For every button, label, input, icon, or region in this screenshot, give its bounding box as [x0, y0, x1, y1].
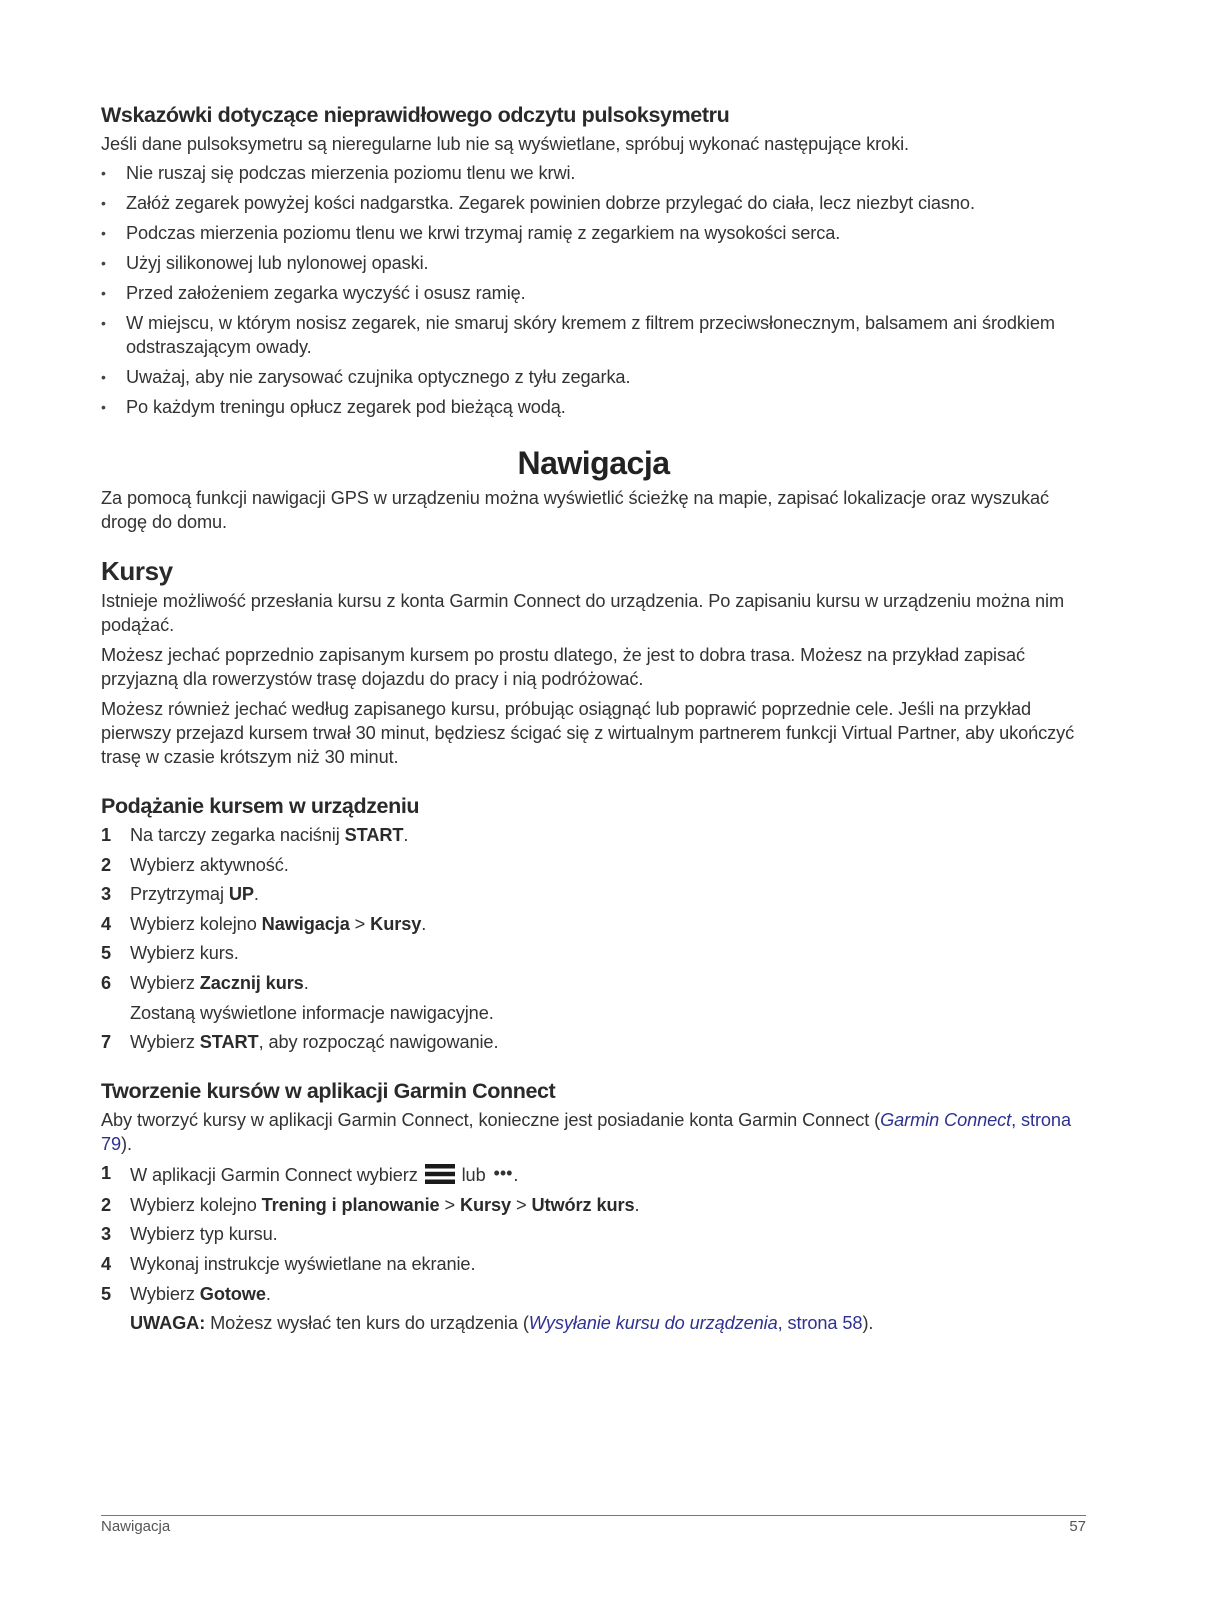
follow-course-heading: Podążanie kursem w urządzeniu [101, 794, 420, 818]
key-label: UP [228, 884, 254, 905]
list-item: • Użyj silikonowej lub nylonowej opaski. [101, 253, 429, 273]
step-number: 4 [101, 1253, 112, 1274]
bullet-icon: • [101, 399, 106, 415]
step-item: 3 Wybierz typ kursu. [101, 1224, 278, 1245]
step-number: 4 [101, 913, 112, 934]
more-dots-icon: ••• [493, 1163, 513, 1184]
chapter-title: Nawigacja [517, 445, 670, 481]
step-item: 6 Wybierz Zacznij kurs. [101, 972, 309, 993]
create-course-heading: Tworzenie kursów w aplikacji Garmin Connect [101, 1079, 556, 1104]
pulseox-tips-list [101, 161, 1086, 419]
step-item: 7 Wybierz START, aby rozpocząć nawigowanie. [101, 1032, 499, 1053]
document-page [101, 100, 1086, 1341]
courses-heading: Kursy [101, 556, 173, 586]
bullet-icon: • [101, 195, 106, 211]
step-result: Zostaną wyświetlone informacje nawigacyjne. [130, 1002, 494, 1023]
step-number: 5 [101, 1283, 112, 1304]
step-item: 1 Na tarczy zegarka naciśnij START. [101, 825, 409, 845]
list-item: • Przed założeniem zegarka wyczyść i osusz ramię. [101, 283, 526, 303]
list-item: • Po każdym treningu opłucz zegarek pod bieżącą wodą. [101, 397, 566, 417]
step-number: 2 [101, 1194, 112, 1215]
create-course-section [101, 1076, 1086, 1335]
step-number: 7 [101, 1032, 112, 1053]
bullet-icon: • [101, 369, 106, 385]
bullet-icon: • [101, 225, 106, 241]
create-course-intro: Aby tworzyć kursy w aplikacji Garmin Connect, konieczne jest posiadanie konta Garmin Connect (Garmin Connect, strona 79). [101, 1110, 1071, 1155]
step-number: 1 [101, 1163, 112, 1184]
menu-label: Zacznij kurs [199, 972, 304, 993]
menu-label: Gotowe [199, 1283, 266, 1304]
send-course-link[interactable]: Wysyłanie kursu do urządzenia, strona 58 [528, 1313, 863, 1334]
menu-label: Trening i planowanie [261, 1194, 440, 1215]
menu-icon [425, 1163, 455, 1185]
courses-section [101, 554, 1086, 769]
list-item: • Uważaj, aby nie zarysować czujnika optycznego z tyłu zegarka. [101, 367, 631, 387]
step-item: 2 Wybierz aktywność. [101, 854, 289, 875]
list-item: • W miejscu, w którym nosisz zegarek, nie smaruj skóry kremem z filtrem przeciwsłonecznym, balsamem ani środkiem odstraszającym owady. [101, 313, 1055, 357]
courses-paragraph: Istnieje możliwość przesłania kursu z konta Garmin Connect do urządzenia. Po zapisaniu kursu w urządzeniu można nim podążać. [101, 591, 1065, 635]
step-number: 3 [101, 1224, 112, 1245]
step-number: 2 [101, 854, 112, 875]
bullet-icon: • [101, 255, 106, 271]
note-label: UWAGA: [130, 1313, 206, 1334]
bullet-icon: • [101, 315, 106, 331]
step-item: 3 Przytrzymaj UP. [101, 884, 259, 905]
pulseox-section [101, 100, 1086, 419]
list-item: • Załóż zegarek powyżej kości nadgarstka. Zegarek powinien dobrze przylegać do ciała, lecz niezbyt ciasno. [101, 193, 975, 213]
follow-course-section [101, 791, 1086, 1054]
courses-paragraph: Możesz jechać poprzednio zapisanym kursem po prostu dlatego, że jest to dobra trasa. Możesz na przykład zapisać przyjazną dla rowerzystów trasę dojazdu do pracy i nią podróżować. [101, 645, 1026, 689]
follow-course-steps [101, 823, 1086, 1054]
step-number: 5 [101, 943, 112, 964]
navigation-section [101, 441, 1086, 534]
garmin-connect-link[interactable]: Garmin Connect, strona 79 [101, 1110, 1071, 1155]
list-item: • Nie ruszaj się podczas mierzenia poziomu tlenu we krwi. [101, 163, 576, 183]
step-item: 4 Wykonaj instrukcje wyświetlane na ekranie. [101, 1253, 476, 1274]
bullet-icon: • [101, 165, 106, 181]
step-number: 3 [101, 884, 112, 905]
key-label: START [199, 1032, 259, 1053]
step-item: 2 Wybierz kolejno Trening i planowanie > Kursy > Utwórz kurs. [101, 1194, 640, 1215]
pulseox-heading: Wskazówki dotyczące nieprawidłowego odczytu pulsoksymetru [101, 103, 730, 127]
list-item: • Podczas mierzenia poziomu tlenu we krwi trzymaj ramię z zegarkiem na wysokości serca. [101, 223, 841, 243]
step-number: 6 [101, 972, 112, 993]
step-number: 1 [101, 825, 112, 845]
page-footer [101, 1515, 1086, 1535]
step-item: 5 Wybierz Gotowe. [101, 1283, 271, 1304]
note: UWAGA: Możesz wysłać ten kurs do urządzenia (Wysyłanie kursu do urządzenia, strona 58). [130, 1313, 874, 1334]
key-label: START [344, 825, 404, 845]
menu-label: Kursy [460, 1194, 512, 1215]
step-item: 4 Wybierz kolejno Nawigacja > Kursy. [101, 913, 427, 934]
menu-label: Utwórz kurs [531, 1194, 635, 1215]
menu-label: Nawigacja [261, 913, 350, 934]
step-item: 5 Wybierz kurs. [101, 943, 239, 964]
courses-paragraph: Możesz również jechać według zapisanego kursu, próbując osiągnąć lub poprawić poprzednie cele. Jeśli na przykład pierwszy przejazd kursem trwał 30 minut, będziesz ścigać się z wirtualnym partnerem funkcji Virtual Partner, aby ukończyć trasę w czasie krótszym niż 30 minut. [101, 699, 1075, 767]
menu-label: Kursy [370, 913, 422, 934]
page-number: 57 [1069, 1518, 1086, 1535]
pulseox-intro: Jeśli dane pulsoksymetru są nieregularne lub nie są wyświetlane, spróbuj wykonać następujące kroki. [101, 134, 909, 154]
step-item: 1 W aplikacji Garmin Connect wybierz lub •••. [101, 1163, 519, 1186]
create-course-steps [101, 1161, 1086, 1335]
bullet-icon: • [101, 285, 106, 301]
navigation-intro: Za pomocą funkcji nawigacji GPS w urządzeniu można wyświetlić ścieżkę na mapie, zapisać lokalizacje oraz wyszukać drogę do domu. [101, 488, 1049, 532]
footer-section-name: Nawigacja [101, 1518, 171, 1535]
